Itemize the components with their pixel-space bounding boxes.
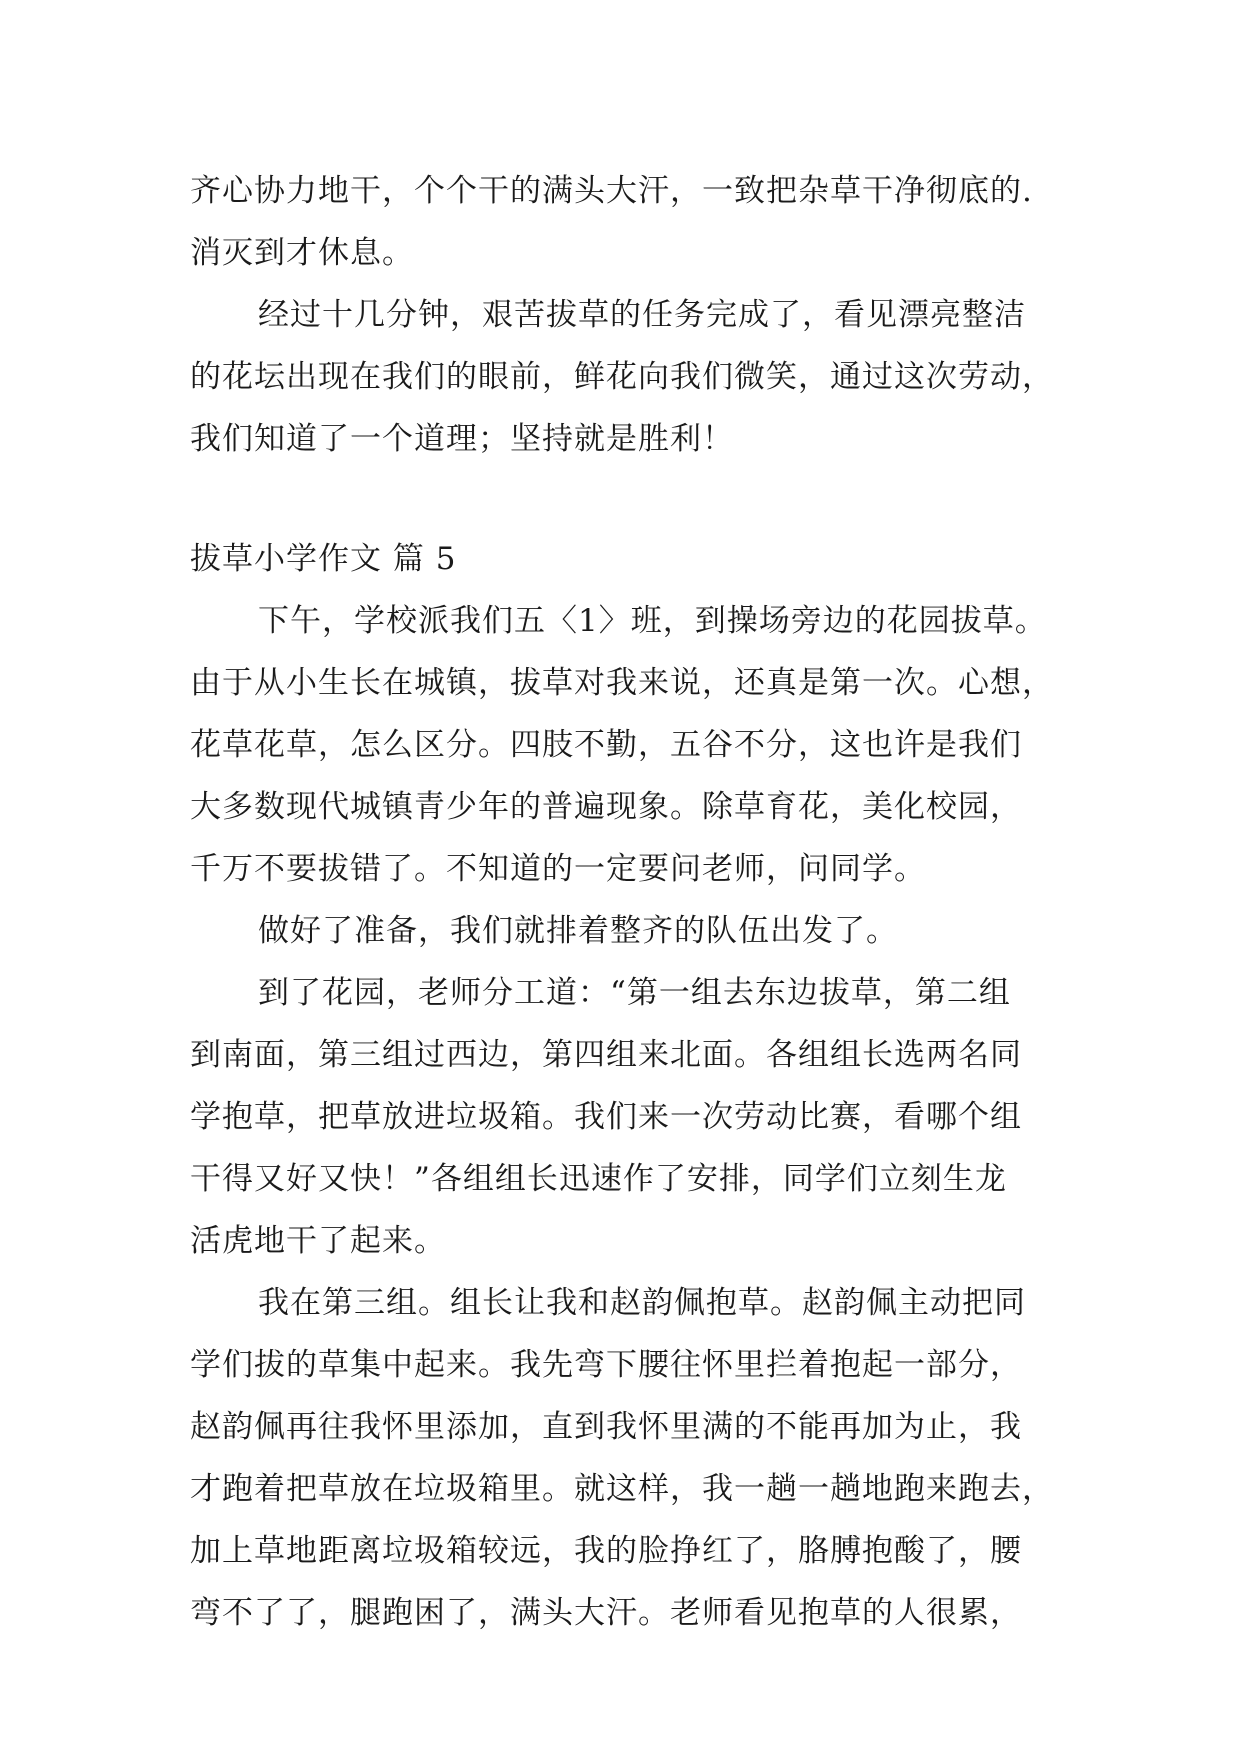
text-line: 做好了准备，我们就排着整齐的队伍出发了。 (258, 913, 898, 949)
text-line: 下午，学校派我们五〈1〉班，到操场旁边的花园拔草。 (258, 603, 1047, 639)
text-line: 弯不了了，腿跑困了，满头大汗。老师看见抱草的人很累， (190, 1595, 1022, 1631)
paragraph (190, 284, 1241, 470)
paragraph (190, 590, 1241, 900)
text-line: 活虎地干了起来。 (190, 1223, 446, 1259)
text-line: 的花坛出现在我们的眼前，鲜花向我们微笑，通过这次劳动， (190, 359, 1054, 395)
text-line: 干得又好又快！”各组组长迅速作了安排，同学们立刻生龙 (190, 1161, 1007, 1197)
text-line: 才跑着把草放在垃圾箱里。就这样，我一趟一趟地跑来跑去， (190, 1471, 1054, 1507)
text-line: 我们知道了一个道理；坚持就是胜利！ (190, 421, 734, 457)
text-line: 花草花草，怎么区分。四肢不勤，五谷不分，这也许是我们 (190, 727, 1022, 763)
text-line: 由于从小生长在城镇，拔草对我来说，还真是第一次。心想， (190, 665, 1054, 701)
text-line: 千万不要拔错了。不知道的一定要问老师，问同学。 (190, 851, 926, 887)
text-line: 赵韵佩再往我怀里添加，直到我怀里满的不能再加为止，我 (190, 1409, 1022, 1445)
text-line: 到了花园，老师分工道：“第一组去东边拔草，第二组 (258, 975, 1011, 1011)
paragraph-continued (190, 160, 1241, 284)
section-title: 拔草小学作文 篇 5 (190, 541, 457, 577)
text-line: 加上草地距离垃圾箱较远，我的脸挣红了，胳膊抱酸了，腰 (190, 1533, 1022, 1569)
paragraph (190, 962, 1241, 1272)
text-line: 大多数现代城镇青少年的普遍现象。除草育花，美化校园， (190, 789, 1022, 825)
text-line: 我在第三组。组长让我和赵韵佩抱草。赵韵佩主动把同 (258, 1285, 1026, 1321)
text-line: 经过十几分钟，艰苦拔草的任务完成了，看见漂亮整洁 (258, 297, 1026, 333)
paragraph (190, 900, 1241, 962)
text-line: 学们拔的草集中起来。我先弯下腰往怀里拦着抱起一部分， (190, 1347, 1022, 1383)
text-line: 齐心协力地干，个个干的满头大汗，一致把杂草干净彻底的. (190, 173, 1033, 209)
text-line: 学抱草，把草放进垃圾箱。我们来一次劳动比赛，看哪个组 (190, 1099, 1022, 1135)
paragraph (190, 1272, 1241, 1644)
text-line: 消灭到才休息。 (190, 235, 414, 271)
text-line: 到南面，第三组过西边，第四组来北面。各组组长选两名同 (190, 1037, 1022, 1073)
